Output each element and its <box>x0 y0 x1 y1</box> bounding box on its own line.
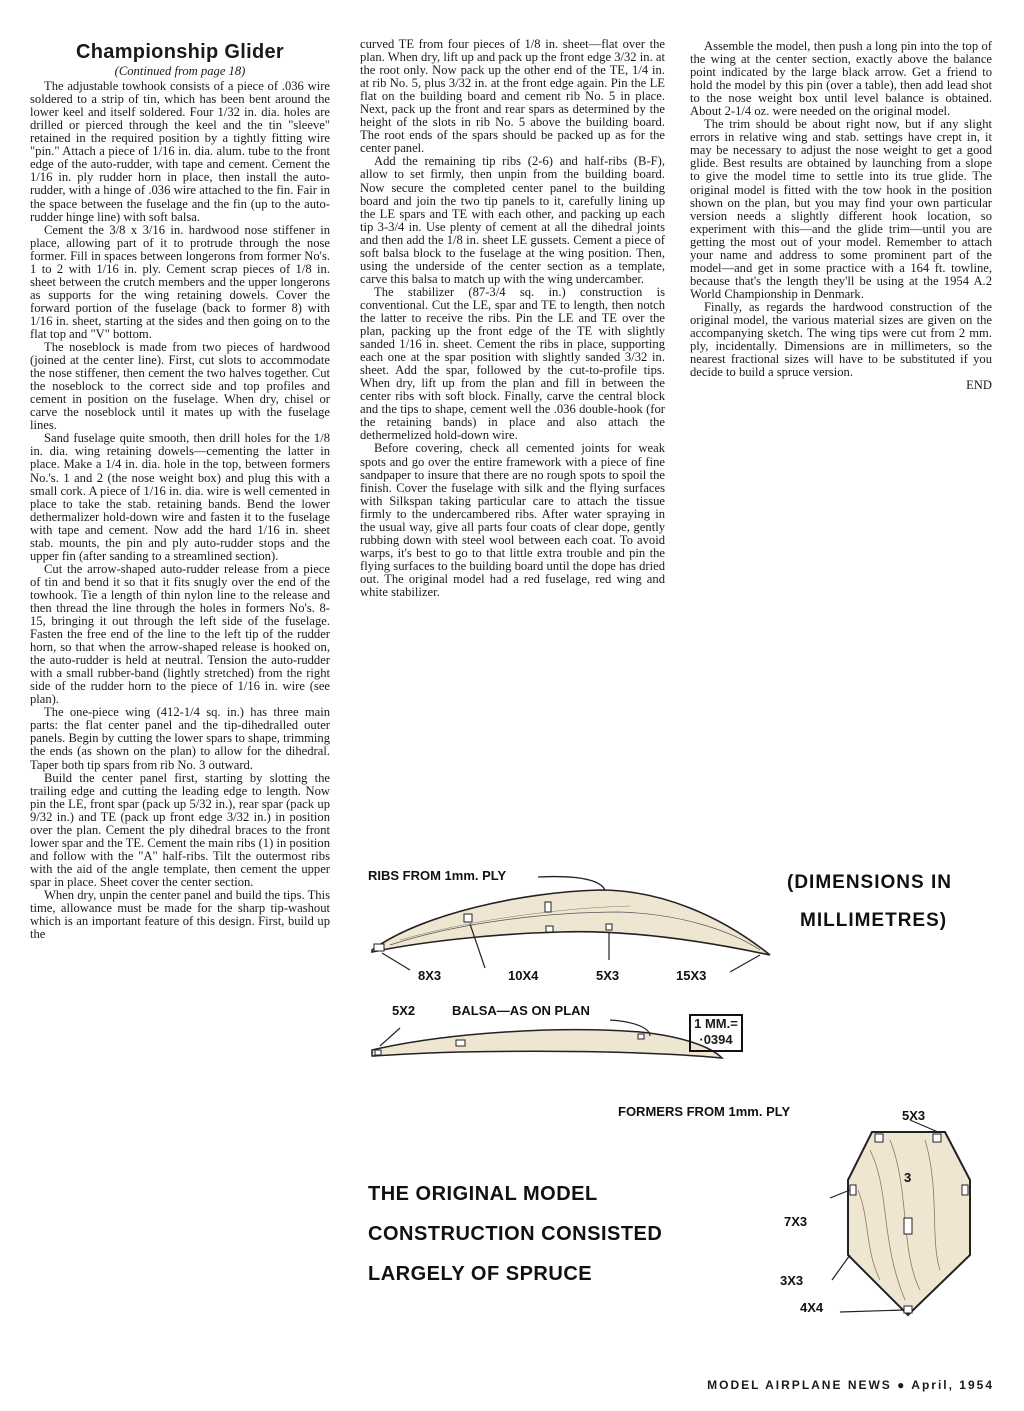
conversion-line: ·0394 <box>699 1032 733 1047</box>
end-row <box>690 379 992 392</box>
paragraph: Cut the arrow-shaped auto-rudder release from a piece of tin and bend it so that it fits snugly over the end of the towhook. Tie a length of thin nylon line to the release and then thread the line through the holes in formers No's. 8-15, bringing it out through the left side of the fuselage. Fasten the free end of the line to the left tip of the rudder horn, so that when the arrow-shaped release is hooked on, the auto-rudder is held at neutral. Tension the auto-rudder with a small rubber-band (lightly stretched) from the right side of the rudder horn to the piece of 1/16 in. wire (see plan). <box>30 561 330 707</box>
page-footer <box>707 1378 994 1392</box>
stab-rib-outline <box>372 1030 722 1058</box>
paragraph: Assemble the model, then push a long pin into the top of the wing at the center section, exactly above the balance point indicated by the large black arrow. Get a friend to hold the model by this pin (over a table), then add lead shot to the nose weight box until level balance is obtained. About 2-1/4 oz. were needed on the original model. <box>690 39 992 119</box>
former-dim-label: 3X3 <box>780 1273 804 1288</box>
magazine-name: MODEL AIRPLANE NEWS <box>707 1378 892 1392</box>
ribs-label: RIBS FROM 1mm. PLY <box>368 868 507 883</box>
paragraph: Add the remaining tip ribs (2-6) and half-ribs (B-F), allow to set firmly, then unpin from the building board. Now secure the completed center panel to the building board and join the two tip panels to it, carefully lining up the LE spars and TE with each other, and packing up each tip 3-3/4 in. Use plenty of cement at all the dihedral joints and then add the 1/8 in. sheet LE gussets. Cement a piece of soft balsa block to the fuselage at the wing position. Then, using the underside of the center section as a template, carve this balsa to match up with the wing undercamber. <box>360 154 665 286</box>
text-column-1 <box>30 38 330 941</box>
caption-line: THE ORIGINAL MODEL <box>368 1183 598 1205</box>
conversion-box <box>689 1014 743 1052</box>
rib-dim-label: 10X4 <box>508 968 539 983</box>
text-column-3 <box>690 40 992 392</box>
rib-dim-label: 5X3 <box>596 968 620 983</box>
former-dim-label: 7X3 <box>784 1214 808 1229</box>
figure-caption <box>368 1174 662 1294</box>
wing-rib-outline <box>372 890 770 955</box>
article-title: Championship Glider <box>76 41 284 63</box>
former-number: 3 <box>904 1170 912 1185</box>
caption-line: LARGELY OF SPRUCE <box>368 1263 593 1285</box>
paragraph: When dry, unpin the center panel and build the tips. This time, allowance must be made for the sharp tip-washout which is an important feature of this design. First, build up the <box>30 888 330 942</box>
former-drawing <box>830 1110 990 1320</box>
article-subtitle: (Continued from page 18) <box>114 64 246 79</box>
conversion-line: 1 MM.= <box>694 1016 738 1031</box>
paragraph: The one-piece wing (412-1/4 sq. in.) has three main parts: the flat center panel and the tip-dihedralled outer panels. Begin by cutting the lower spars to shape, trimming the ends (as shown on the plan) to allow for the dihedral. Taper both tip spars from rib No. 3 outward. <box>30 705 330 772</box>
paragraph: Sand fuselage quite smooth, then drill holes for the 1/8 in. dia. wing retaining dowels—cementing the latter in place. Make a 1/4 in. dia. hole in the top, between formers No.'s. 1 and 2 (the nose weight box) and plug this with a small cork. A piece of 1/16 in. dia. wire is well cemented in place to take the stab. retaining bands. Bend the lower dethermalizer hold-down wire and fasten it to the fuselage with tape and cement. Now add the hard 1/16 in. sheet stab. mounts, the pin and ply auto-rudder stops and the upper fin (after sanding to a streamlined section). <box>30 431 330 563</box>
paragraph: Finally, as regards the hardwood construction of the original model, the various material sizes are given on the accompanying sketch. The wing tips were cut from 2 mm. ply, incidentally. Dimensions are in millimeters, so the nearest fractional sizes will have to be substituted if you decide to build a spruce version. <box>690 299 992 380</box>
former-dim-label: 4X4 <box>800 1300 824 1315</box>
rib-dim-label: 15X3 <box>676 968 707 983</box>
end-mark: END <box>966 378 992 393</box>
rib-dim-label: 8X3 <box>418 968 442 983</box>
text-column-2 <box>360 38 665 599</box>
paragraph: curved TE from four pieces of 1/8 in. sheet—flat over the plan. When dry, lift up and pack up the front edge 3/32 in. at the root only. Now pack up the other end of the TE, 1/4 in. at rib No. 5, plus 3/32 in. at the front edge again. Pin the LE flat on the building board and cement rib No. 5 in place. Next, pack up the front and rear spars as determined by the height of the slots in rib No. 5 above the building board. The root ends of the spars should be packed up as for the center panel. <box>360 37 665 156</box>
paragraph: Cement the 3/8 x 3/16 in. hardwood nose stiffener in place, allowing part of it to protrude through the nose former. Fill in spaces between longerons from former No's. 1 to 2 with 1/16 in. ply. Cement scrap pieces of 1/8 in. sheet between the crutch members and the upper longerons as supports for the wing retaining dowels. Cover the forward portion of the fuselage (back to former 8) with 1/16 in. sheet, starting at the sides and then going on to the flat top and "V" bottom. <box>30 222 330 341</box>
balsa-label: BALSA—AS ON PLAN <box>452 1003 590 1018</box>
dimensions-note: (DIMENSIONS IN <box>787 872 952 893</box>
paragraph: The trim should be about right now, but if any slight errors in relative wing and stab. settings have crept in, it may be necessary to adjust the nose weight to get a good glide. Best results are obtained by launching from a slope to give the model time to settle into its true glide. The original model is fitted with the tow hook in the position shown on the plan, but you may find your own particular version needs a slightly different hook location, so experiment with this—and the glide trim—until you are getting the most out of your model. Remember to attach your name and address to some prominent part of the model—and get in some practice with a 164 ft. towline, because that's the length they'll be using at the 1954 A.2 World Championship in Denmark. <box>690 117 992 301</box>
paragraph: The stabilizer (87-3/4 sq. in.) construction is conventional. Cut the LE, spar and TE to length, then notch the latter to receive the ribs. Pin the LE and TE over the plan, packing up the front edge of the TE with slightly sanded 1/16 in. sheet. Cement the ribs in place, supporting each one at the spar position with slightly sanded 3/32 in. sheet. Add the spar, followed by the cut-to-profile tips. When dry, lift up from the plan and fill in between the center ribs with soft block. Finally, carve the central block and the tips to shape, cement well the .036 double-hook (for the retaining bands) in place and also attach the dethermelized hold-down wire. <box>360 284 665 443</box>
issue-date: April, 1954 <box>911 1378 994 1392</box>
paragraph: Build the center panel first, starting by slotting the trailing edge and cutting the leading edge to length. Now pin the LE, front spar (pack up 5/32 in.), rear spar (pack up 9/32 in.) and TE (pack up front edge 3/32 in.) in position over the plan. Cement the ply dihedral braces to the front lower spar and the TE. Cement the main ribs (1) in position and follow with the "A" half-ribs. Tilt the outermost ribs with the aid of the angle template, then cement the upper spar in place. Sheet cover the center section. <box>30 770 330 889</box>
paragraph: The noseblock is made from two pieces of hardwood (joined at the center line). First, cut slots to accommodate the nose stiffener, then cement the two halves together. Cut the noseblock to the correct side and top profiles and cement in position on the fuselage. When dry, chisel or carve the noseblock until it mates up with the fuselage lines. <box>30 340 330 433</box>
paragraph: The adjustable towhook consists of a piece of .036 wire soldered to a strip of tin, which has been bent around the lower keel and itself soldered. Four 1/32 in. dia. holes are drilled or pierced through the keel and the tin "sleeve" retained in the required position by a tightly fitting wire "pin." Attach a piece of 1/16 in. dia. alum. tube to the front edge of the auto-rudder, with tape and cement. Cement the 1/16 in. ply rudder horn in place, then install the auto-rudder, with a hinge of .036 wire attached to the fin. Fair in the space between the fuselage and the fin (up to the auto-rudder hinge line) with soft balsa. <box>30 79 330 224</box>
former-dim-label: 5X3 <box>902 1108 926 1123</box>
caption-line: CONSTRUCTION CONSISTED <box>368 1223 663 1245</box>
paragraph: Before covering, check all cemented joints for weak spots and go over the entire framework with a piece of fine sandpaper to insure that there are no rough spots to spoil the finish. Cover the fuselage with silk and the flying surfaces with Silkspan taking particular care to attach the tissue firmly to the undercambered ribs. After water spraying in the usual way, give all parts four coats of clear dope, gently rubbing down with steel wool between each coat. To avoid warps, it's best to go to that little extra trouble and pin the flying surfaces to the building board until the dope has dried out. The original model had a red fuselage, red wing and white stabilizer. <box>360 441 665 599</box>
formers-label: FORMERS FROM 1mm. PLY <box>618 1104 791 1119</box>
bullet-icon: ● <box>897 1378 907 1392</box>
dimensions-note: MILLIMETRES) <box>800 910 948 931</box>
stab-dim-label: 5X2 <box>392 1003 416 1018</box>
